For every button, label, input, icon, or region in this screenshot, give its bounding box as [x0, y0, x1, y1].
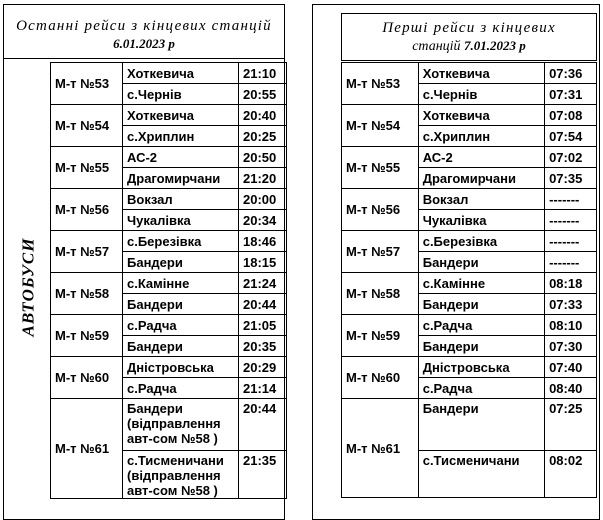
stop-name: Хоткевича [418, 105, 544, 126]
stop-name: Бандери (відправлення авт-сом №58 ) [123, 399, 239, 451]
route-number: М-т №61 [51, 399, 123, 499]
route-number: М-т №53 [51, 63, 123, 105]
stop-name: с.Хриплин [123, 126, 239, 147]
stop-name: Бандери [123, 252, 239, 273]
stop-name: Бандери [418, 399, 544, 451]
stop-name: с.Чернів [418, 84, 544, 105]
table-row [51, 63, 287, 84]
first-departures-header [341, 13, 597, 61]
departure-time: 07:02 [545, 147, 597, 168]
departure-time: 07:40 [545, 357, 597, 378]
departure-time: ------- [545, 210, 597, 231]
route-number: М-т №54 [51, 105, 123, 147]
departure-time: 18:15 [239, 252, 287, 273]
table-row [342, 147, 597, 168]
departure-time: 07:54 [545, 126, 597, 147]
table-row [51, 399, 287, 451]
route-number: М-т №60 [51, 357, 123, 399]
table-row [342, 231, 597, 252]
route-number: М-т №53 [342, 63, 419, 105]
stop-name: АС-2 [123, 147, 239, 168]
departure-time: 21:14 [239, 378, 287, 399]
table-row [51, 147, 287, 168]
departure-time: 20:35 [239, 336, 287, 357]
departure-time: 07:08 [545, 105, 597, 126]
departure-time: 20:55 [239, 84, 287, 105]
stop-name: Дністровська [123, 357, 239, 378]
table-row [342, 63, 597, 84]
route-number: М-т №54 [342, 105, 419, 147]
stop-name: Дністровська [418, 357, 544, 378]
stop-name: с.Чернів [123, 84, 239, 105]
first-departures-title2: станцій [412, 39, 461, 54]
first-departures-title: Перші рейси з кінцевих [382, 20, 556, 36]
route-number: М-т №59 [51, 315, 123, 357]
stop-name: Хоткевича [123, 105, 239, 126]
table-row [342, 357, 597, 378]
buses-side-label [10, 57, 46, 517]
last-departures-title: Останні рейси з кінцевих станцій [16, 18, 272, 34]
stop-name: Бандери [418, 252, 544, 273]
table-row [342, 105, 597, 126]
stop-name: Драгомирчани [418, 168, 544, 189]
stop-name: с.Камінне [418, 273, 544, 294]
stop-name: Драгомирчани [123, 168, 239, 189]
departure-time: 20:50 [239, 147, 287, 168]
stop-name: с.Хриплин [418, 126, 544, 147]
route-number: М-т №61 [342, 399, 419, 498]
departure-time: 20:44 [239, 399, 287, 451]
route-number: М-т №58 [342, 273, 419, 315]
route-number: М-т №56 [342, 189, 419, 231]
departure-time: ------- [545, 252, 597, 273]
route-number: М-т №57 [51, 231, 123, 273]
table-row [342, 315, 597, 336]
stop-name: с.Березівка [123, 231, 239, 252]
departure-time: 20:25 [239, 126, 287, 147]
last-departures-date: 6.01.2023 р [113, 36, 175, 51]
stop-name: с.Радча [418, 315, 544, 336]
table-row [342, 273, 597, 294]
stop-name: Вокзал [418, 189, 544, 210]
table-row [51, 231, 287, 252]
last-departures-panel [3, 4, 285, 520]
stop-name: Бандери [123, 294, 239, 315]
departure-time: 20:44 [239, 294, 287, 315]
stop-name: Бандери [418, 336, 544, 357]
departure-time: 07:35 [545, 168, 597, 189]
table-row [51, 315, 287, 336]
departure-time: 20:34 [239, 210, 287, 231]
table-row [51, 189, 287, 210]
departure-time: 07:30 [545, 336, 597, 357]
stop-name: с.Камінне [123, 273, 239, 294]
departure-time: 21:10 [239, 63, 287, 84]
last-departures-header [4, 5, 284, 59]
stop-name: Хоткевича [418, 63, 544, 84]
route-number: М-т №60 [342, 357, 419, 399]
first-departures-date: 7.01.2023 р [464, 38, 526, 53]
departure-time: 07:25 [545, 399, 597, 451]
stop-name: с.Радча [418, 378, 544, 399]
stop-name: с.Тисменичани (відправлення авт-сом №58 ) [123, 451, 239, 499]
last-departures-table [50, 62, 287, 499]
route-number: М-т №59 [342, 315, 419, 357]
route-number: М-т №57 [342, 231, 419, 273]
table-row [342, 189, 597, 210]
stop-name: Чукалівка [123, 210, 239, 231]
stop-name: Бандери [418, 294, 544, 315]
stop-name: Вокзал [123, 189, 239, 210]
table-row [51, 357, 287, 378]
departure-time: 08:10 [545, 315, 597, 336]
first-departures-panel [312, 4, 600, 520]
stop-name: Чукалівка [418, 210, 544, 231]
departure-time: ------- [545, 189, 597, 210]
route-number: М-т №55 [51, 147, 123, 189]
route-number: М-т №55 [342, 147, 419, 189]
table-row [51, 105, 287, 126]
departure-time: 21:35 [239, 451, 287, 499]
departure-time: 08:40 [545, 378, 597, 399]
departure-time: ------- [545, 231, 597, 252]
departure-time: 20:29 [239, 357, 287, 378]
departure-time: 21:20 [239, 168, 287, 189]
stop-name: АС-2 [418, 147, 544, 168]
table-row [51, 273, 287, 294]
stop-name: с.Радча [123, 378, 239, 399]
departure-time: 07:33 [545, 294, 597, 315]
stop-name: Хоткевича [123, 63, 239, 84]
departure-time: 21:24 [239, 273, 287, 294]
departure-time: 21:05 [239, 315, 287, 336]
buses-side-label-text: АВТОБУСИ [18, 237, 38, 337]
table-row [342, 399, 597, 451]
route-number: М-т №58 [51, 273, 123, 315]
route-number: М-т №56 [51, 189, 123, 231]
departure-time: 07:31 [545, 84, 597, 105]
departure-time: 07:36 [545, 63, 597, 84]
first-departures-table [341, 62, 597, 498]
departure-time: 20:40 [239, 105, 287, 126]
departure-time: 08:18 [545, 273, 597, 294]
stop-name: с.Березівка [418, 231, 544, 252]
departure-time: 20:00 [239, 189, 287, 210]
departure-time: 18:46 [239, 231, 287, 252]
stop-name: с.Радча [123, 315, 239, 336]
stop-name: Бандери [123, 336, 239, 357]
stop-name: с.Тисменичани [418, 451, 544, 498]
departure-time: 08:02 [545, 451, 597, 498]
